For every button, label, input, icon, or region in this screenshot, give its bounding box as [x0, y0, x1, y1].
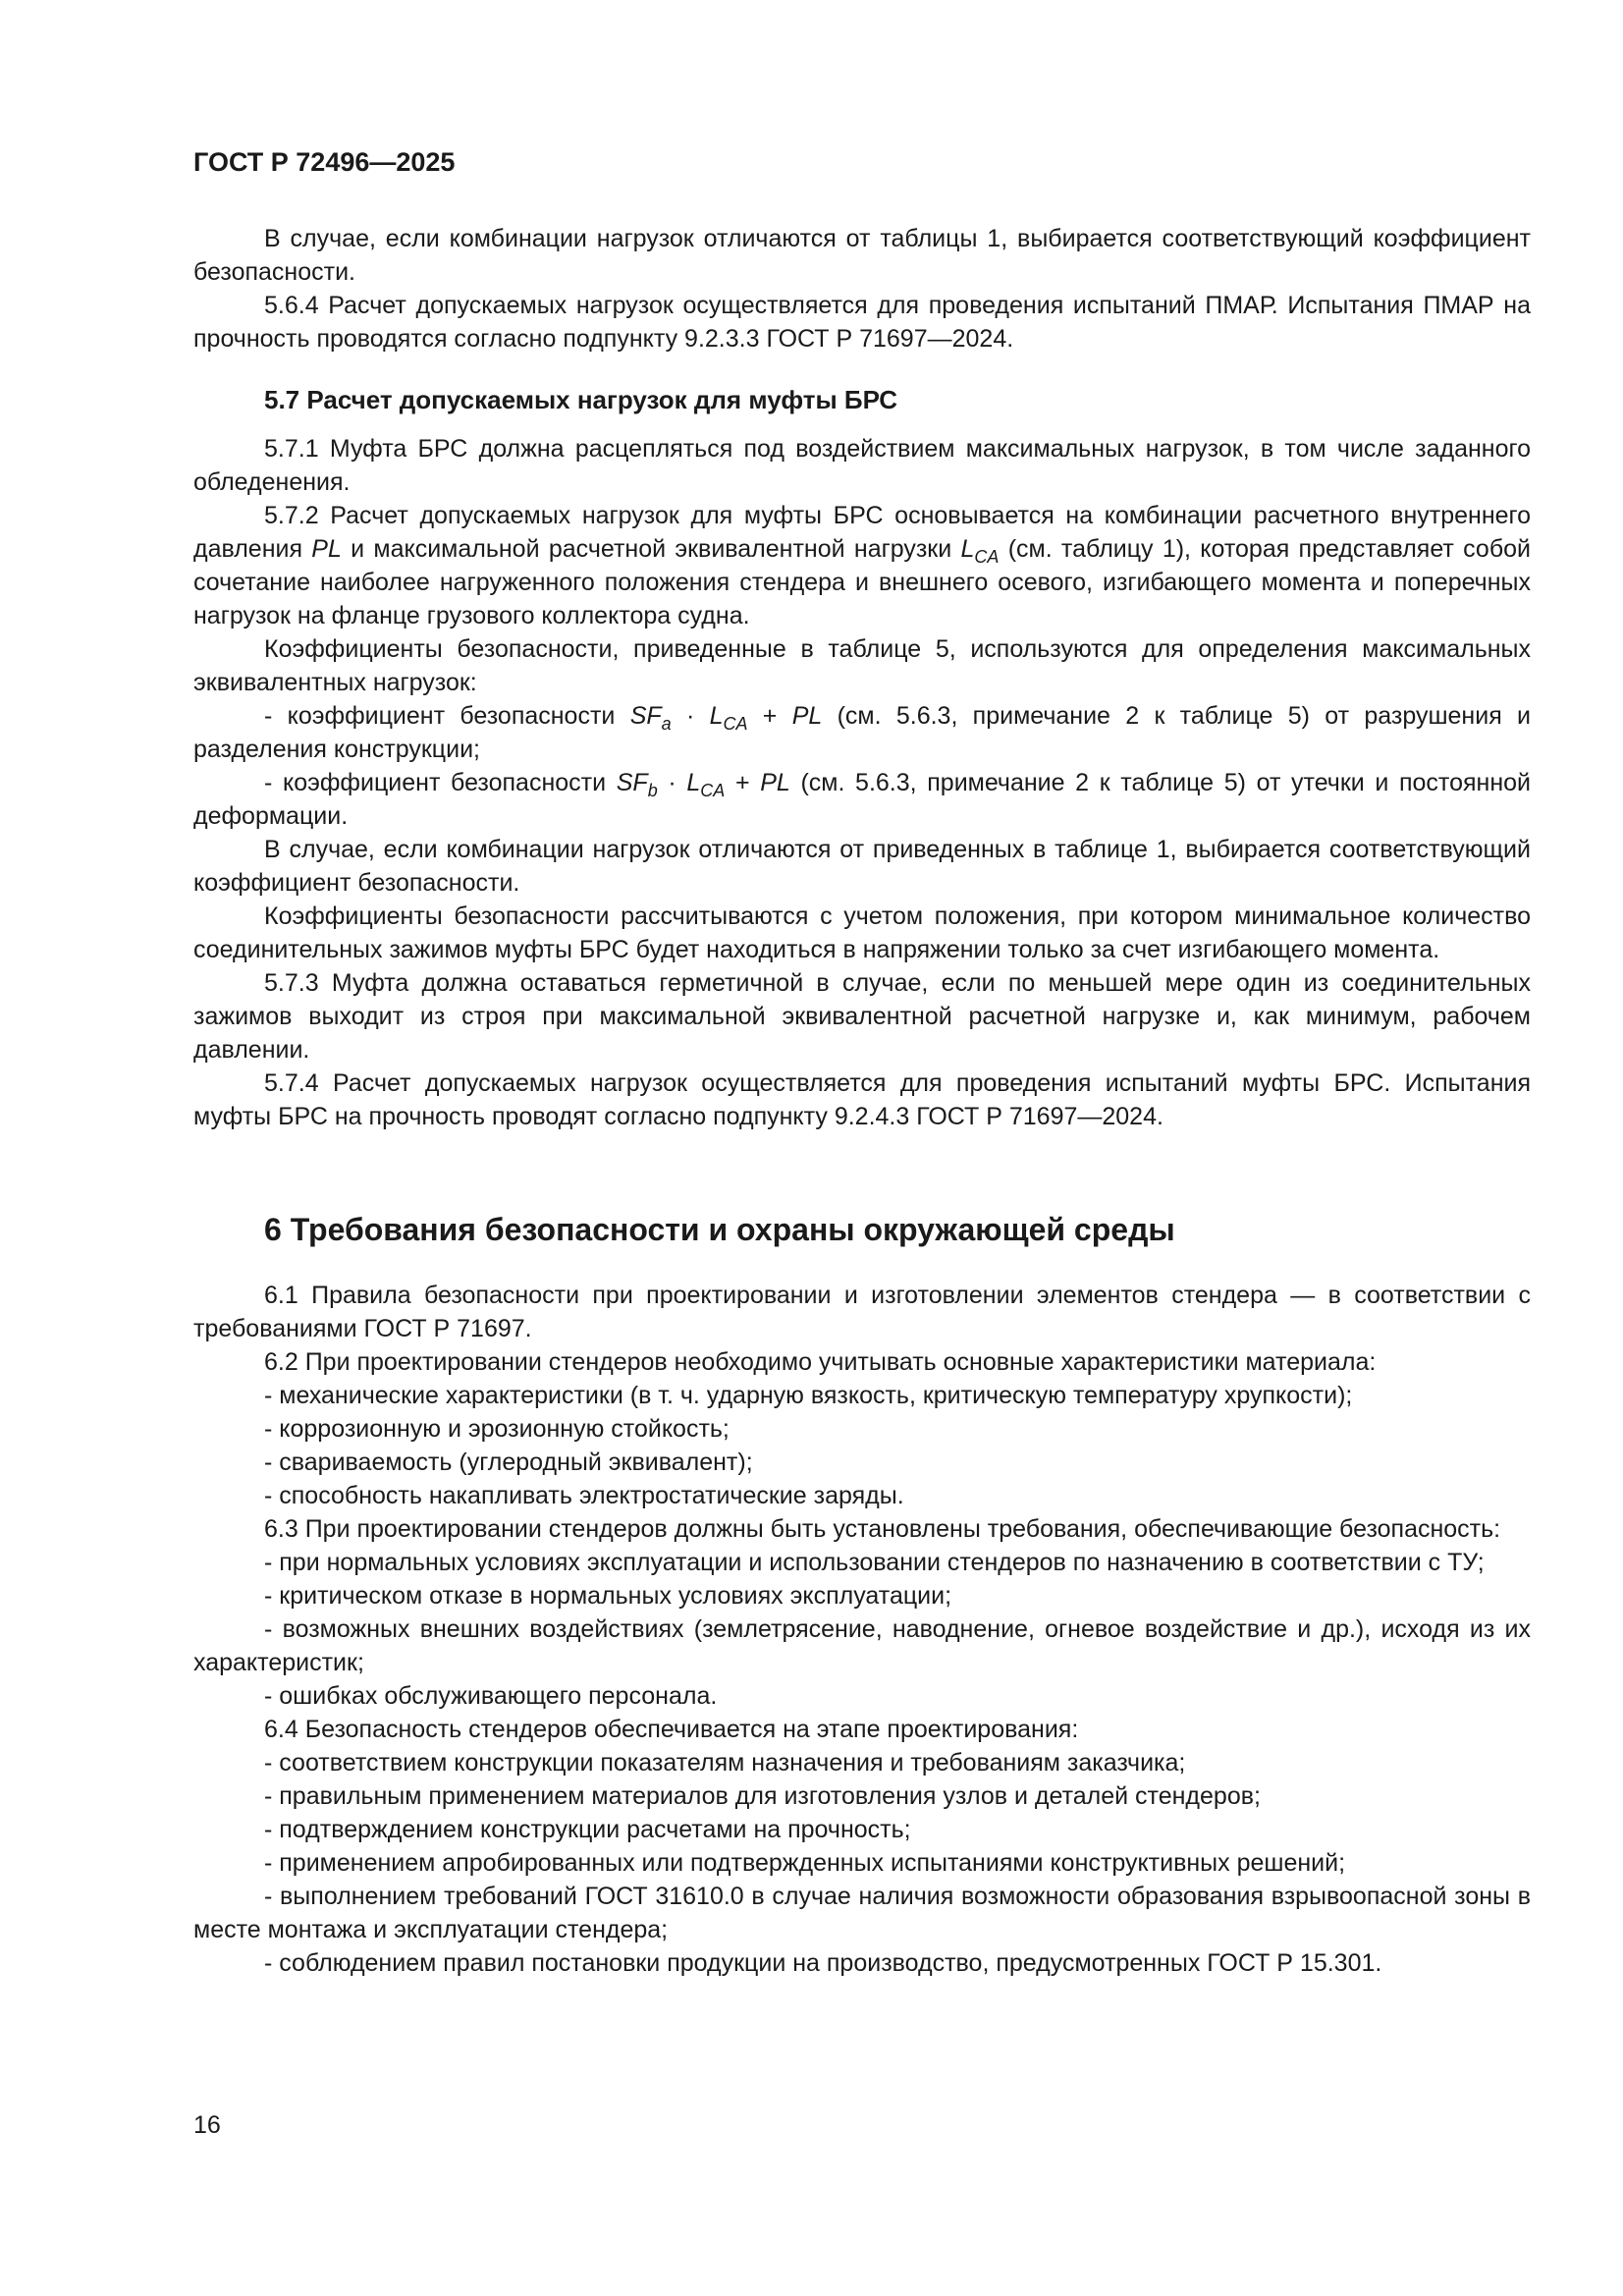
paragraph-6-4: 6.4 Безопасность стендеров обеспечивается на этапе проектирования: [264, 1716, 1079, 1743]
section-6-body [193, 1279, 1531, 1980]
list-item: - критическом отказе в нормальных условиях эксплуатации; [264, 1582, 952, 1610]
intro-block [193, 222, 1531, 355]
paragraph-5-6-4: 5.6.4 Расчет допускаемых нагрузок осуществляется для проведения испытаний ПМАР. Испытания ПМАР на прочность проводятся согласно подпункту 9.2.3.3 ГОСТ Р 71697—2024. [193, 292, 1531, 353]
list-item: - применением апробированных или подтвержденных испытаниями конструктивных решений; [264, 1849, 1346, 1877]
list-item: - соответствием конструкции показателям назначения и требованиям заказчика; [264, 1749, 1186, 1777]
paragraph-5-7-1: 5.7.1 Муфта БРС должна расцепляться под воздействием максимальных нагрузок, в том числе заданного обледенения. [193, 435, 1531, 496]
paragraph-5-7-4: 5.7.4 Расчет допускаемых нагрузок осуществляется для проведения испытаний муфты БРС. Испытания муфты БРС на прочность проводят согласно подпункту 9.2.4.3 ГОСТ Р 71697—2024. [193, 1069, 1531, 1130]
paragraph-6-2: 6.2 При проектировании стендеров необходимо учитывать основные характеристики материала: [264, 1348, 1377, 1376]
list-item: - коррозионную и эрозионную стойкость; [264, 1415, 730, 1443]
list-item: - подтверждением конструкции расчетами на прочность; [264, 1816, 911, 1843]
paragraph: В случае, если комбинации нагрузок отличаются от таблицы 1, выбирается соответствующий коэффициент безопасности. [193, 225, 1531, 286]
list-item: - возможных внешних воздействиях (землетрясение, наводнение, огневое воздействие и др.), исходя из их характеристик; [193, 1615, 1531, 1676]
paragraph-5-7-3: 5.7.3 Муфта должна оставаться герметичной в случае, если по меньшей мере один из соединительных зажимов выходит из строя при максимальной эквивалентной расчетной нагрузке и, как минимум, рабочем давлении. [193, 969, 1531, 1064]
list-item: - соблюдением правил постановки продукции на производство, предусмотренных ГОСТ Р 15.301. [264, 1949, 1382, 1977]
paragraph: Коэффициенты безопасности рассчитываются с учетом положения, при котором минимальное количество соединительных зажимов муфты БРС будет находиться в напряжении только за счет изгибающего момента. [193, 902, 1531, 963]
list-item: - способность накапливать электростатические заряды. [264, 1482, 904, 1509]
list-item: - выполнением требований ГОСТ 31610.0 в случае наличия возможности образования взрывоопасной зоны в месте монтажа и эксплуатации стендера; [193, 1883, 1531, 1943]
paragraph-6-1: 6.1 Правила безопасности при проектировании и изготовлении элементов стендера — в соответствии с требованиями ГОСТ Р 71697. [193, 1282, 1531, 1342]
list-item: - ошибках обслуживающего персонала. [264, 1682, 718, 1710]
document-code: ГОСТ Р 72496—2025 [193, 147, 456, 177]
page-number: 16 [193, 2111, 221, 2139]
paragraph-5-7-2: 5.7.2 Расчет допускаемых нагрузок для муфты БРС основывается на комбинации расчетного внутреннего давления PL и максимальной расчетной эквивалентной нагрузки $L_{CA}$ (см. таблицу 1), которая представляет собой сочетание наиболее нагруженного положения стендера и внешнего осевого, изгибающего момента и поперечных нагрузок на фланце грузового коллектора судна. [193, 502, 1532, 629]
section-5-7-body [193, 432, 1531, 1133]
paragraph-coefficients: Коэффициенты безопасности, приведенные в таблице 5, используются для определения максимальных эквивалентных нагрузок: [193, 635, 1531, 696]
paragraph-6-3: 6.3 При проектировании стендеров должны быть установлены требования, обеспечивающие безопасность: [264, 1515, 1501, 1543]
list-item: - правильным применением материалов для изготовления узлов и деталей стендеров; [264, 1782, 1261, 1810]
paragraph: В случае, если комбинации нагрузок отличаются от приведенных в таблице 1, выбирается соответствующий коэффициент безопасности. [193, 836, 1531, 897]
list-item: - механические характеристики (в т. ч. ударную вязкость, критическую температуру хрупкости); [264, 1382, 1353, 1409]
list-item: - при нормальных условиях эксплуатации и использовании стендеров по назначению в соответствии с ТУ; [264, 1549, 1485, 1576]
list-item: - коэффициент безопасности $SF_a \cdot L_{CA}$ + PL (см. 5.6.3, примечание 2 к таблице 5) от разрушения и разделения конструкции; [193, 702, 1531, 763]
section-heading-5-7: 5.7 Расчет допускаемых нагрузок для муфты БРС [264, 385, 898, 414]
list-item: - коэффициент безопасности $SF_b \cdot L_{CA}$ + PL (см. 5.6.3, примечание 2 к таблице 5) от утечки и постоянной деформации. [193, 769, 1532, 830]
list-item: - свариваемость (углеродный эквивалент); [264, 1449, 753, 1476]
section-heading-6: 6 Требования безопасности и охраны окружающей среды [264, 1212, 1175, 1247]
